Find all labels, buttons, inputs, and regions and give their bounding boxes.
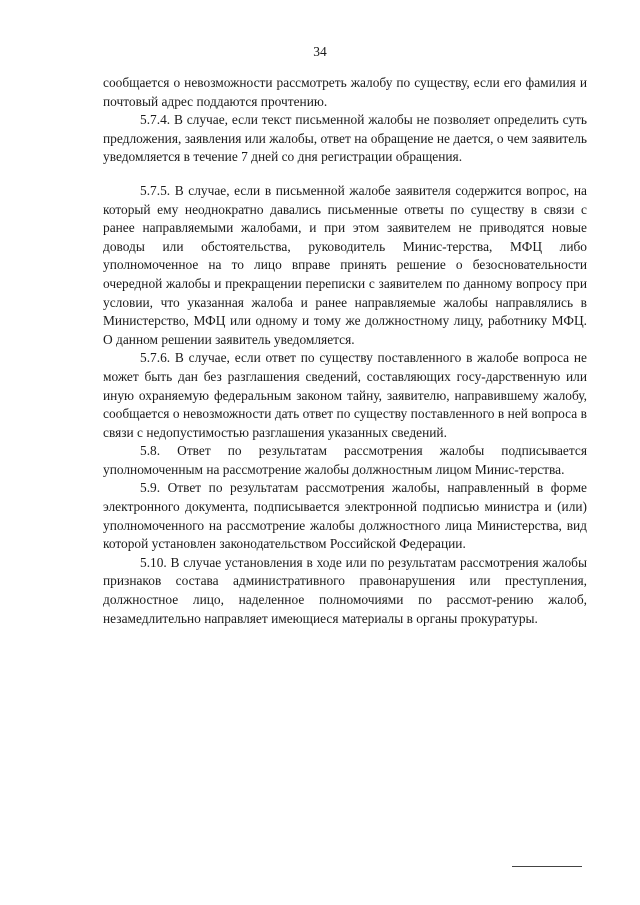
paragraph-5-10: 5.10. В случае установления в ходе или по результатам рассмотрения жалобы признаков состава административного правонарушения или преступления, должностное лицо, наделенное полномочиями по рассмот-рению жалоб, незамедлительно направляет имеющиеся материалы в органы прокуратуры. bbox=[103, 554, 587, 626]
page-number: 34 bbox=[313, 44, 327, 59]
paragraph-5-7-5: 5.7.5. В случае, если в письменной жалобе заявителя содержится вопрос, на который ему неоднократно давались письменные ответы по существу в связи с ранее направляемыми жалобами, и при этом заявителем не приводятся новые доводы или обстоятельства, руководитель Минис-терства, МФЦ либо уполномоченное на то лицо вправе принять решение о безосновательности очередной жалобы и прекращении переписки с заявителем по данному вопросу при условии, что указанная жалоба и ранее направляемые жалобы направлялись в Министерство, МФЦ или одному и тому же должностному лицу, работнику МФЦ. О данном решении заявитель уведомляется. bbox=[103, 182, 587, 347]
paragraph-5-7-4: 5.7.4. В случае, если текст письменной жалобы не позволяет определить суть предложения, заявления или жалобы, ответ на обращение не дается, о чем заявитель уведомляется в течение 7 дней со дня регистрации обращения. bbox=[103, 112, 587, 165]
paragraph-continuation: сообщается о невозможности рассмотреть жалобу по существу, если его фамилия и почтовый адрес поддаются прочтению. bbox=[103, 75, 587, 109]
paragraph-5-8: 5.8. Ответ по результатам рассмотрения жалобы подписывается уполномоченным на рассмотрение жалобы должностным лицом Минис-терства. bbox=[103, 443, 587, 477]
paragraph-5-7-6: 5.7.6. В случае, если ответ по существу поставленного в жалобе вопроса не может быть дан без разглашения сведений, составляющих госу-дарственную или иную охраняемую федеральным законом тайну, заявителю, направившему жалобу, сообщается о невозможности дать ответ по существу поставленного в ней вопроса в связи с недопустимостью разглашения указанных сведений. bbox=[103, 350, 587, 440]
footer-rule bbox=[512, 866, 582, 867]
paragraph-5-9: 5.9. Ответ по результатам рассмотрения жалобы, направленный в форме электронного документа, подписывается электронной подписью министра и (или) уполномоченного на рассмотрение жалобы должностного лица Министерства, вид которой установлен законодательством Российской Федерации. bbox=[103, 480, 587, 552]
document-body bbox=[103, 74, 587, 628]
